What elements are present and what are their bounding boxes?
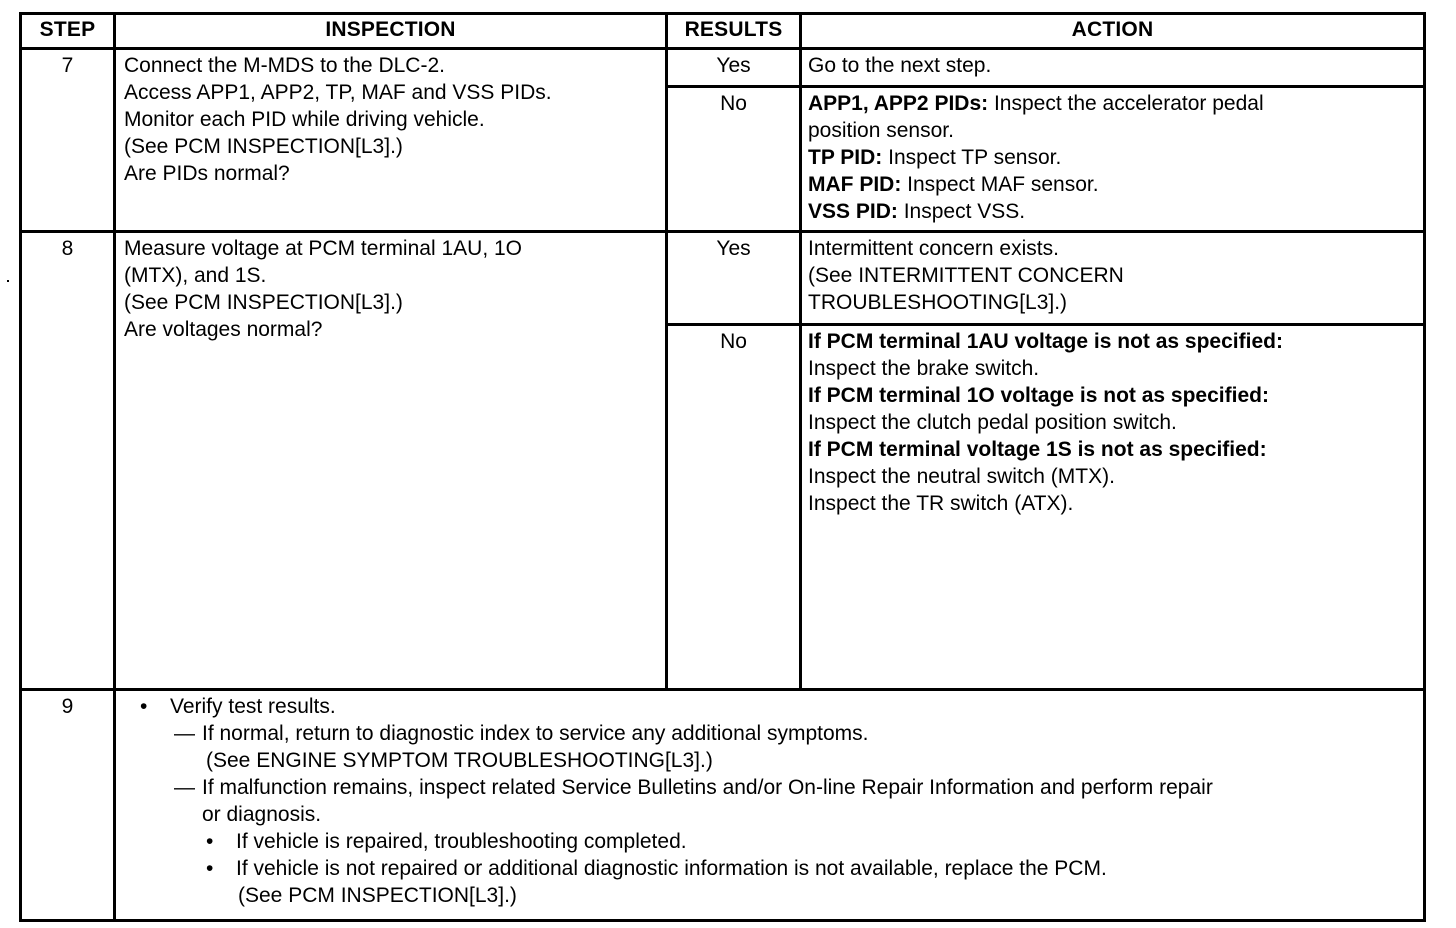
action-text: Inspect TP sensor.	[882, 146, 1062, 169]
dash-icon: —	[174, 776, 195, 799]
table-row-step-8-yes	[21, 232, 1425, 325]
action-text: position sensor.	[808, 119, 954, 142]
action-text: Inspect the clutch pedal position switch.	[808, 411, 1177, 434]
action-bold-label: If PCM terminal 1O voltage is not as specified:	[808, 384, 1269, 407]
result-yes: Yes	[667, 49, 801, 87]
inspection-cell	[115, 232, 667, 690]
list-item: • Verify test results.	[140, 695, 336, 718]
list-item-continuation: (See PCM INSPECTION[L3].)	[238, 884, 517, 907]
action-text: Inspect the accelerator pedal	[988, 92, 1264, 115]
stray-dot	[7, 280, 9, 282]
action-text: Inspect VSS.	[897, 200, 1026, 223]
list-item-continuation: or diagnosis.	[202, 803, 322, 826]
action-bold-label: APP1, APP2 PIDs:	[808, 92, 989, 115]
bullet-icon: •	[206, 857, 214, 880]
action-bold-label: VSS PID:	[808, 200, 898, 223]
action-text: Intermittent concern exists.	[808, 237, 1059, 260]
inspection-line: Measure voltage at PCM terminal 1AU, 1O	[124, 237, 522, 260]
inspection-line: (See PCM INSPECTION[L3].)	[124, 291, 403, 314]
action-text: Inspect the neutral switch (MTX).	[808, 465, 1115, 488]
result-yes: Yes	[667, 232, 801, 325]
inspection-line: Monitor each PID while driving vehicle.	[124, 108, 485, 131]
inspection-line: (MTX), and 1S.	[124, 264, 267, 287]
action-text: Inspect the brake switch.	[808, 357, 1040, 380]
diagnostic-table	[19, 12, 1426, 922]
action-bold-label: If PCM terminal voltage 1S is not as specified:	[808, 438, 1267, 461]
table-row-step-9	[21, 690, 1425, 921]
inspection-line: Connect the M-MDS to the DLC-2.	[124, 54, 445, 77]
step-number: 8	[21, 232, 115, 690]
action-no	[801, 87, 1425, 232]
action-text: (See INTERMITTENT CONCERN	[808, 264, 1124, 287]
bullet-icon: •	[206, 830, 214, 853]
action-text: TROUBLESHOOTING[L3].)	[808, 291, 1068, 314]
result-no: No	[667, 325, 801, 690]
list-item: • If vehicle is not repaired or additional diagnostic information is not available, replace the PCM.	[206, 857, 1107, 880]
step-number: 9	[21, 690, 115, 921]
inspection-line: (See PCM INSPECTION[L3].)	[124, 135, 403, 158]
table-row-step-7-yes	[21, 49, 1425, 87]
action-yes	[801, 232, 1425, 325]
header-inspection: INSPECTION	[115, 14, 667, 49]
dash-icon: —	[174, 722, 195, 745]
list-item: • If vehicle is repaired, troubleshooting completed.	[206, 830, 687, 853]
list-item: — If normal, return to diagnostic index to service any additional symptoms.	[174, 722, 869, 745]
action-bold-label: MAF PID:	[808, 173, 902, 196]
result-no: No	[667, 87, 801, 232]
inspection-line: Are PIDs normal?	[124, 162, 290, 185]
header-step: STEP	[21, 14, 115, 49]
action-no	[801, 325, 1425, 690]
action-bold-label: If PCM terminal 1AU voltage is not as specified:	[808, 330, 1283, 353]
bullet-icon: •	[140, 695, 148, 718]
header-results: RESULTS	[667, 14, 801, 49]
inspection-cell	[115, 49, 667, 232]
action-text: Inspect MAF sensor.	[901, 173, 1099, 196]
list-item: — If malfunction remains, inspect related Service Bulletins and/or On-line Repair Information and perform repair	[174, 776, 1213, 799]
final-step-cell	[115, 690, 1425, 921]
list-item-continuation: (See ENGINE SYMPTOM TROUBLESHOOTING[L3].)	[206, 749, 713, 772]
header-action: ACTION	[801, 14, 1425, 49]
header-row	[21, 14, 1425, 49]
action-yes: Go to the next step.	[801, 49, 1425, 87]
inspection-line: Access APP1, APP2, TP, MAF and VSS PIDs.	[124, 81, 552, 104]
step-number: 7	[21, 49, 115, 232]
inspection-line: Are voltages normal?	[124, 318, 323, 341]
action-bold-label: TP PID:	[808, 146, 883, 169]
action-text: Inspect the TR switch (ATX).	[808, 492, 1074, 515]
